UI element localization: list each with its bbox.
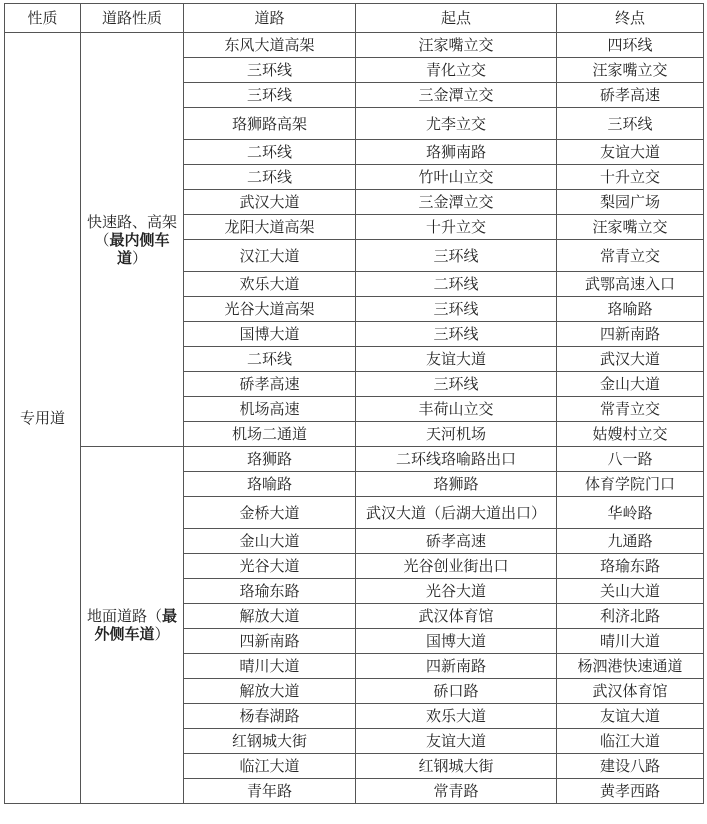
- cell-start: 友谊大道: [356, 729, 557, 754]
- cell-road: 欢乐大道: [184, 272, 356, 297]
- cell-start: 二环线珞喻路出口: [356, 447, 557, 472]
- cell-end: 利济北路: [557, 604, 704, 629]
- header-row: [5, 4, 704, 33]
- cell-start: 三环线: [356, 372, 557, 397]
- cell-road: 解放大道: [184, 679, 356, 704]
- header-road: 道路: [184, 4, 356, 33]
- cell-road: 二环线: [184, 165, 356, 190]
- cell-end: 常青立交: [557, 240, 704, 272]
- cell-road: 国博大道: [184, 322, 356, 347]
- cell-start: 珞狮路: [356, 472, 557, 497]
- cell-start: 红钢城大街: [356, 754, 557, 779]
- cell-end: 三环线: [557, 108, 704, 140]
- cell-end: 梨园广场: [557, 190, 704, 215]
- cell-road: 临江大道: [184, 754, 356, 779]
- lane-position-label: 最内侧车道: [109, 230, 170, 267]
- cell-start: 三环线: [356, 240, 557, 272]
- cell-end: 珞喻路: [557, 297, 704, 322]
- cell-start: 三金潭立交: [356, 190, 557, 215]
- cell-end: 武汉大道: [557, 347, 704, 372]
- cell-start: 二环线: [356, 272, 557, 297]
- cell-end: 珞瑜东路: [557, 554, 704, 579]
- table-row: [5, 447, 704, 472]
- cell-start: 珞狮南路: [356, 140, 557, 165]
- cell-road: 金山大道: [184, 529, 356, 554]
- cell-start: 友谊大道: [356, 347, 557, 372]
- cell-start: 光谷创业街出口: [356, 554, 557, 579]
- cell-start: 常青路: [356, 779, 557, 804]
- cell-start: 欢乐大道: [356, 704, 557, 729]
- cell-end: 硚孝高速: [557, 83, 704, 108]
- cell-end: 武鄂高速入口: [557, 272, 704, 297]
- cell-end: 十升立交: [557, 165, 704, 190]
- cell-road: 珞狮路高架: [184, 108, 356, 140]
- cell-end: 八一路: [557, 447, 704, 472]
- road-type-cell: [81, 33, 184, 447]
- cell-end: 关山大道: [557, 579, 704, 604]
- road-type-label: 快速路、高架（: [86, 212, 177, 249]
- cell-start: 光谷大道: [356, 579, 557, 604]
- cell-start: 三环线: [356, 322, 557, 347]
- cell-road: 珞狮路: [184, 447, 356, 472]
- cell-start: 武汉体育馆: [356, 604, 557, 629]
- cell-end: 华岭路: [557, 497, 704, 529]
- cell-start: 丰荷山立交: [356, 397, 557, 422]
- road-type-label: 地面道路（: [86, 607, 162, 625]
- header-nature: 性质: [5, 4, 81, 33]
- cell-road: 红钢城大街: [184, 729, 356, 754]
- header-start: 起点: [356, 4, 557, 33]
- cell-start: 尤李立交: [356, 108, 557, 140]
- cell-end: 体育学院门口: [557, 472, 704, 497]
- cell-road: 二环线: [184, 347, 356, 372]
- nature-cell: 专用道: [5, 33, 81, 804]
- cell-start: 汪家嘴立交: [356, 33, 557, 58]
- cell-end: 友谊大道: [557, 704, 704, 729]
- cell-end: 汪家嘴立交: [557, 58, 704, 83]
- cell-end: 友谊大道: [557, 140, 704, 165]
- cell-end: 黄孝西路: [557, 779, 704, 804]
- road-type-label-end: ）: [132, 248, 148, 267]
- cell-road: 四新南路: [184, 629, 356, 654]
- cell-road: 解放大道: [184, 604, 356, 629]
- cell-end: 汪家嘴立交: [557, 215, 704, 240]
- cell-road: 金桥大道: [184, 497, 356, 529]
- road-type-label-end: ）: [154, 625, 170, 643]
- cell-road: 汉江大道: [184, 240, 356, 272]
- cell-road: 东风大道高架: [184, 33, 356, 58]
- cell-end: 临江大道: [557, 729, 704, 754]
- cell-start: 三环线: [356, 297, 557, 322]
- cell-start: 三金潭立交: [356, 83, 557, 108]
- cell-road: 杨春湖路: [184, 704, 356, 729]
- header-road-type: 道路性质: [81, 4, 184, 33]
- cell-end: 姑嫂村立交: [557, 422, 704, 447]
- cell-road: 二环线: [184, 140, 356, 165]
- cell-end: 九通路: [557, 529, 704, 554]
- cell-end: 晴川大道: [557, 629, 704, 654]
- cell-start: 硚口路: [356, 679, 557, 704]
- cell-road: 光谷大道: [184, 554, 356, 579]
- cell-road: 机场二通道: [184, 422, 356, 447]
- cell-end: 常青立交: [557, 397, 704, 422]
- cell-road: 光谷大道高架: [184, 297, 356, 322]
- cell-start: 十升立交: [356, 215, 557, 240]
- cell-start: 天河机场: [356, 422, 557, 447]
- cell-start: 竹叶山立交: [356, 165, 557, 190]
- cell-road: 机场高速: [184, 397, 356, 422]
- cell-road: 珞喻路: [184, 472, 356, 497]
- cell-road: 晴川大道: [184, 654, 356, 679]
- cell-road: 龙阳大道高架: [184, 215, 356, 240]
- cell-end: 四环线: [557, 33, 704, 58]
- bus-lane-table: [4, 3, 704, 804]
- cell-end: 建设八路: [557, 754, 704, 779]
- cell-road: 青年路: [184, 779, 356, 804]
- cell-road: 三环线: [184, 83, 356, 108]
- cell-start: 四新南路: [356, 654, 557, 679]
- cell-start: 武汉大道（后湖大道出口）: [356, 497, 557, 529]
- cell-road: 武汉大道: [184, 190, 356, 215]
- cell-end: 金山大道: [557, 372, 704, 397]
- cell-start: 硚孝高速: [356, 529, 557, 554]
- table-body: [5, 33, 704, 804]
- header-end: 终点: [557, 4, 704, 33]
- cell-start: 青化立交: [356, 58, 557, 83]
- road-type-cell: [81, 447, 184, 804]
- cell-start: 国博大道: [356, 629, 557, 654]
- cell-end: 武汉体育馆: [557, 679, 704, 704]
- cell-road: 三环线: [184, 58, 356, 83]
- cell-end: 四新南路: [557, 322, 704, 347]
- cell-road: 硚孝高速: [184, 372, 356, 397]
- cell-road: 珞瑜东路: [184, 579, 356, 604]
- lane-position-label: 最外侧车道: [94, 607, 178, 643]
- table-row: [5, 33, 704, 58]
- cell-end: 杨泗港快速通道: [557, 654, 704, 679]
